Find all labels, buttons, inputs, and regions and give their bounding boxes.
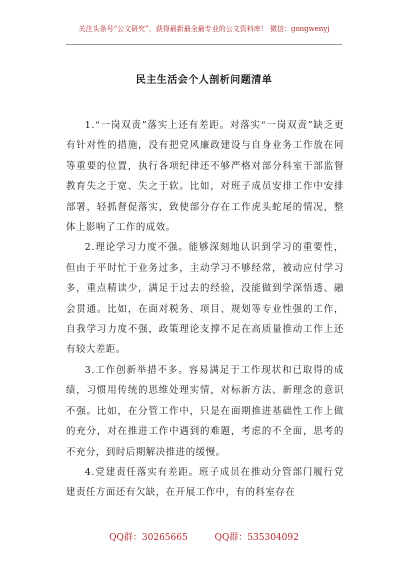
header-divider [66, 44, 342, 45]
paragraph-1: 1.“一岗双责”落实上还有差距。对落实“一岗双责”缺乏更有针对性的措施，没有把党风廉政建设与自身业务工作放在同等重要的位置，执行各项纪律还不够严格对部分科室干部监督教育失之于宽、失之于软。比如，对班子成员安排工作中安排部署，轻抓督促落实，致使部分存在工作虎头蛇尾的情况，整体上影响了工作的成效。 [66, 120, 344, 234]
paragraph-2: 2.理论学习力度不强。能够深刻地认识到学习的重要性，但由于平时忙于业务过多，主动学习不够经常，被动应付学习多，重点精读少，满足于过去的经验，没能做到学深悟透、融会贯通。比如，在面对税务、项目、规划等专业性强的工作，自我学习力度不强，政策理论支撑不足在高质量推动工作上还有较大差距。 [66, 242, 344, 356]
document-title: 民主生活会个人剖析问题清单 [135, 75, 273, 86]
paragraph-3: 3.工作创新举措不多。容易满足于工作现状和已取得的成绩，习惯用传统的思维处理实情，对标新方法、新理念的意识不强。比如，在分管工作中，只是在面期推进基础性工作上做的充分，对在推进工作中遇到的难题，考虑的不全面，思考的不充分，到时后期解决推进的缓慢。 [66, 364, 344, 458]
document-body [66, 116, 344, 504]
footer-contact: QQ群：30265665 QQ群：535304092 [109, 533, 299, 543]
header-note: 关注头条号“公文研究”，获得最新最全最专业的公文资料库！ 微信：gongwenyj [78, 25, 330, 33]
paragraph-4: 4.党建责任落实有差距。班子成员在推动分管部门履行党建责任方面还有欠缺，在开展工作中，有的科室存在 [66, 466, 344, 499]
